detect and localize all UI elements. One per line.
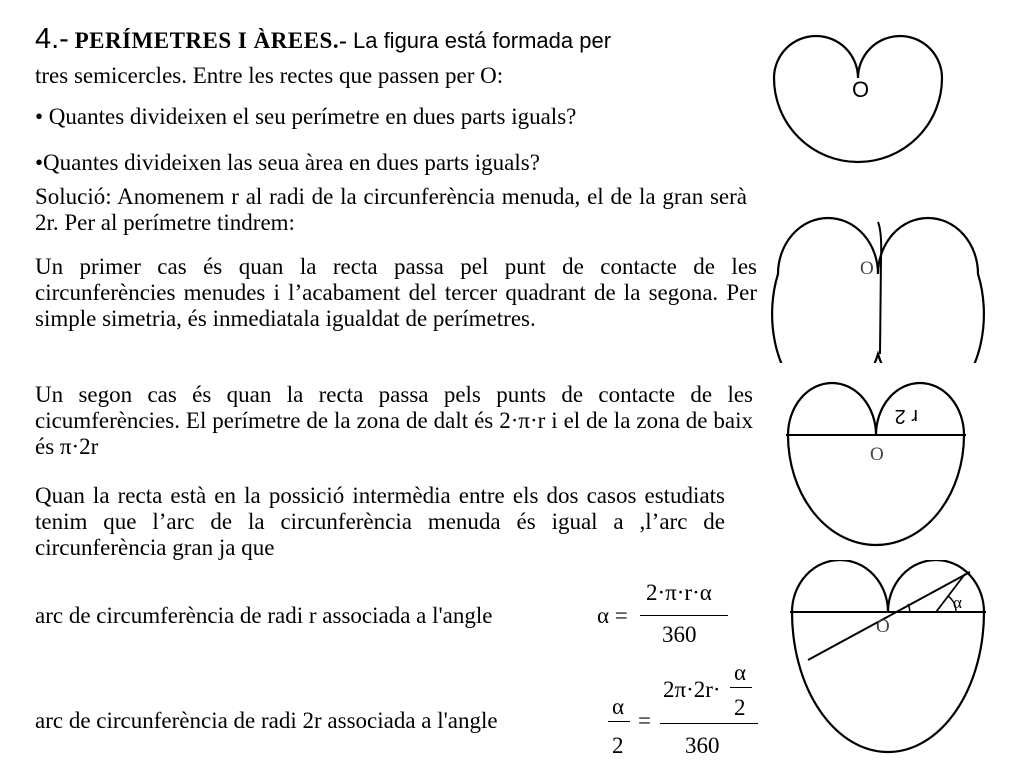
figure-heart-basic	[760, 10, 1010, 190]
radius-label: r 2	[894, 405, 918, 427]
question-perimeter: • Quantes divideixen el seu perímetre en dues parts iguals?	[35, 104, 577, 129]
solution-intro: Solució: Anomenem r al radi de la circunferència menuda, el de la gran serà 2r. Per al perímetre tindrem:	[35, 184, 747, 235]
formula-1-lhs: α =	[597, 603, 628, 628]
formula-2-text: arc de circunferència de radi 2r associada a l'angle	[35, 708, 498, 733]
formula-2-fraction-bar	[660, 723, 758, 724]
angle-alpha-label: α	[953, 593, 962, 612]
case-1-text: Un primer cas és quan la recta passa pel punt de contacte de les circunferències menudes i l’acabament del tercer quadrant de la segona. Per simple simetria, és inmediatala igualdat de perímetres.	[35, 254, 757, 331]
problem-title	[35, 23, 755, 55]
heart-outline	[772, 218, 984, 363]
formula-2-denominator: 360	[685, 733, 720, 758]
point-o-label: O	[870, 444, 884, 465]
figure-heart-case-2	[760, 380, 1010, 555]
point-o-label: O	[852, 77, 870, 102]
formula-2-numerator: 2π·2r·	[663, 677, 721, 702]
case-3-text: Quan la recta està en la possició intermèdia entre els dos casos estudiats tenim que l’arc de la circunferència menuda és igual a ,l’arc de circunferència gran ja que	[35, 483, 725, 560]
problem-number: 4.-	[35, 23, 69, 55]
question-area: •Quantes divideixen las seua àrea en dues parts iguals?	[35, 150, 540, 175]
formula-1-numerator: 2·π·r·α	[646, 580, 712, 605]
problem-heading: PERÍMETRES I ÀREES.-	[74, 28, 348, 53]
figure-heart-case-1	[760, 198, 1010, 363]
dividing-line	[878, 222, 881, 354]
formula-2-equals: =	[638, 708, 651, 733]
point-o-label: O	[860, 258, 874, 279]
formula-2-lhs-num: α	[612, 694, 625, 719]
formula-2-num-frac-num: α	[734, 660, 747, 685]
point-o-label: O	[876, 616, 890, 637]
formula-2-lhs-den: 2	[612, 733, 624, 758]
formula-2-lhs-bar	[608, 721, 630, 722]
figure-heart-case-3	[760, 560, 1010, 760]
problem-intro-line2: tres semicercles. Entre les rectes que passen per O:	[35, 63, 504, 88]
problem-intro: La figura está formada per	[352, 28, 612, 53]
formula-1-denominator: 360	[662, 622, 697, 647]
formula-2-num-frac-den: 2	[734, 695, 746, 720]
formula-1-fraction-bar	[640, 615, 728, 616]
case-2-text: Un segon cas és quan la recta passa pels punts de contacte de les cicumferències. El perímetre de la zona de dalt és 2·π·r i el de la zona de baix és π·2r	[35, 382, 753, 459]
formula-1-text: arc de circumferència de radi r associada a l'angle	[35, 603, 493, 628]
formula-2-num-frac-bar	[730, 687, 752, 688]
heart-outline	[792, 560, 984, 752]
